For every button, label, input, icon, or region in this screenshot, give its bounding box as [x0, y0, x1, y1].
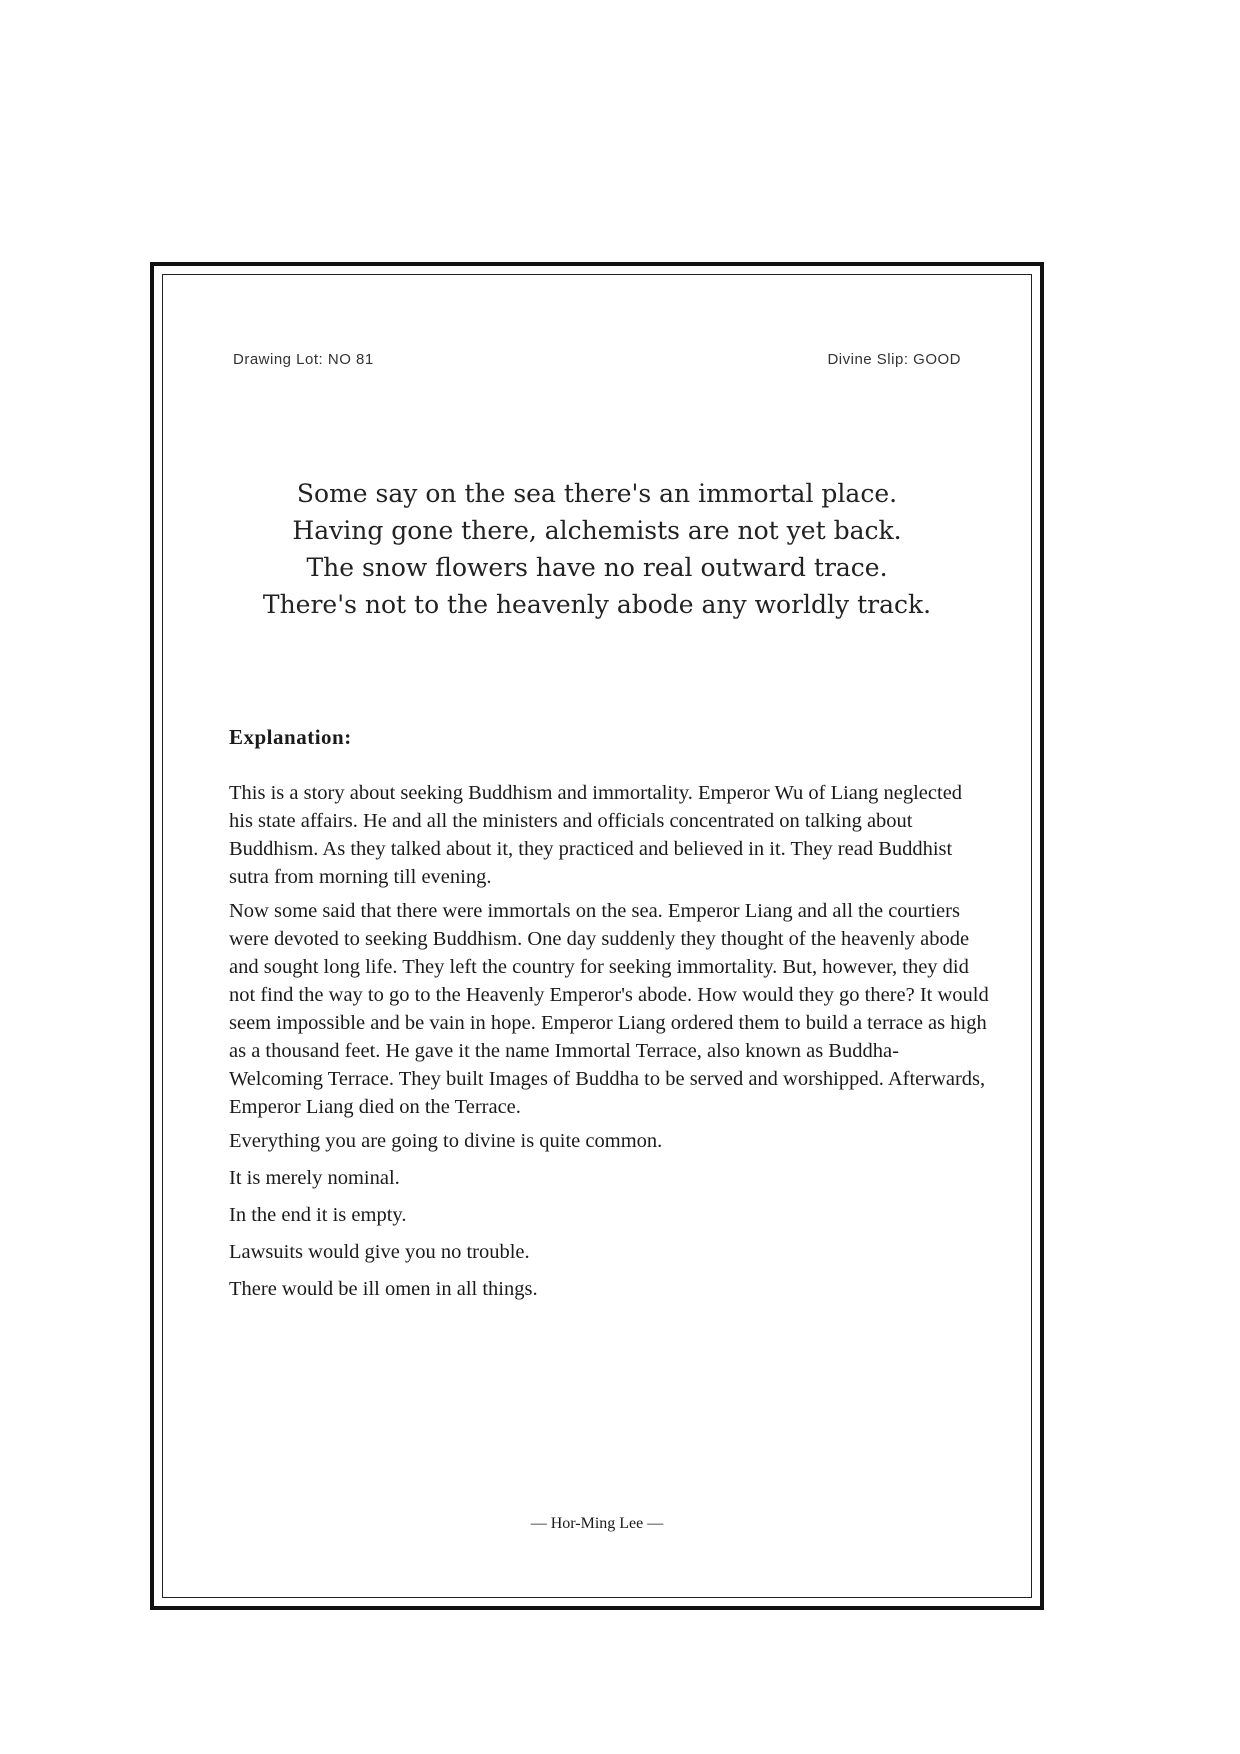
page-border-outer: [150, 262, 1044, 1610]
drawing-lot-number: Drawing Lot: NO 81: [233, 351, 374, 368]
poem-line: The snow flowers have no real outward trace.: [306, 553, 888, 582]
divine-slip-rating: Divine Slip: GOOD: [827, 351, 961, 368]
fortune-line: Everything you are going to divine is quite common.: [229, 1130, 663, 1152]
fortune-line: There would be ill omen in all things.: [229, 1278, 538, 1300]
poem-line: There's not to the heavenly abode any worldly track.: [262, 590, 932, 619]
poem: [163, 475, 1031, 623]
page-border-inner: [162, 274, 1032, 1598]
explanation-heading: Explanation:: [229, 725, 352, 749]
author-signature: — Hor-Ming Lee —: [530, 1515, 664, 1532]
explanation-body: [229, 779, 989, 1312]
explanation-paragraph: This is a story about seeking Buddhism and immortality. Emperor Wu of Liang neglected his state affairs. He and all the ministers and officials concentrated on talking about Buddhism. As they talked about it, they practiced and believed in it. They read Buddhist sutra from morning till evening.: [229, 782, 963, 888]
fortune-line: It is merely nominal.: [229, 1167, 400, 1189]
poem-line: Some say on the sea there's an immortal place.: [296, 479, 898, 508]
fortune-line: In the end it is empty.: [229, 1204, 407, 1226]
poem-line: Having gone there, alchemists are not yet back.: [292, 516, 902, 545]
explanation-paragraph: Now some said that there were immortals on the sea. Emperor Liang and all the courtiers were devoted to seeking Buddhism. One day suddenly they thought of the heavenly abode and sought long life. They left the country for seeking immortality. But, however, they did not find the way to go to the Heavenly Emperor's abode. How would they go there? It would seem impossible and be vain in hope. Emperor Liang ordered them to build a terrace as high as a thousand feet. He gave it the name Immortal Terrace, also known as Buddha-Welcoming Terrace. They built Images of Buddha to be served and worshipped. Afterwards, Emperor Liang died on the Terrace.: [229, 900, 989, 1118]
fortune-line: Lawsuits would give you no trouble.: [229, 1241, 530, 1263]
